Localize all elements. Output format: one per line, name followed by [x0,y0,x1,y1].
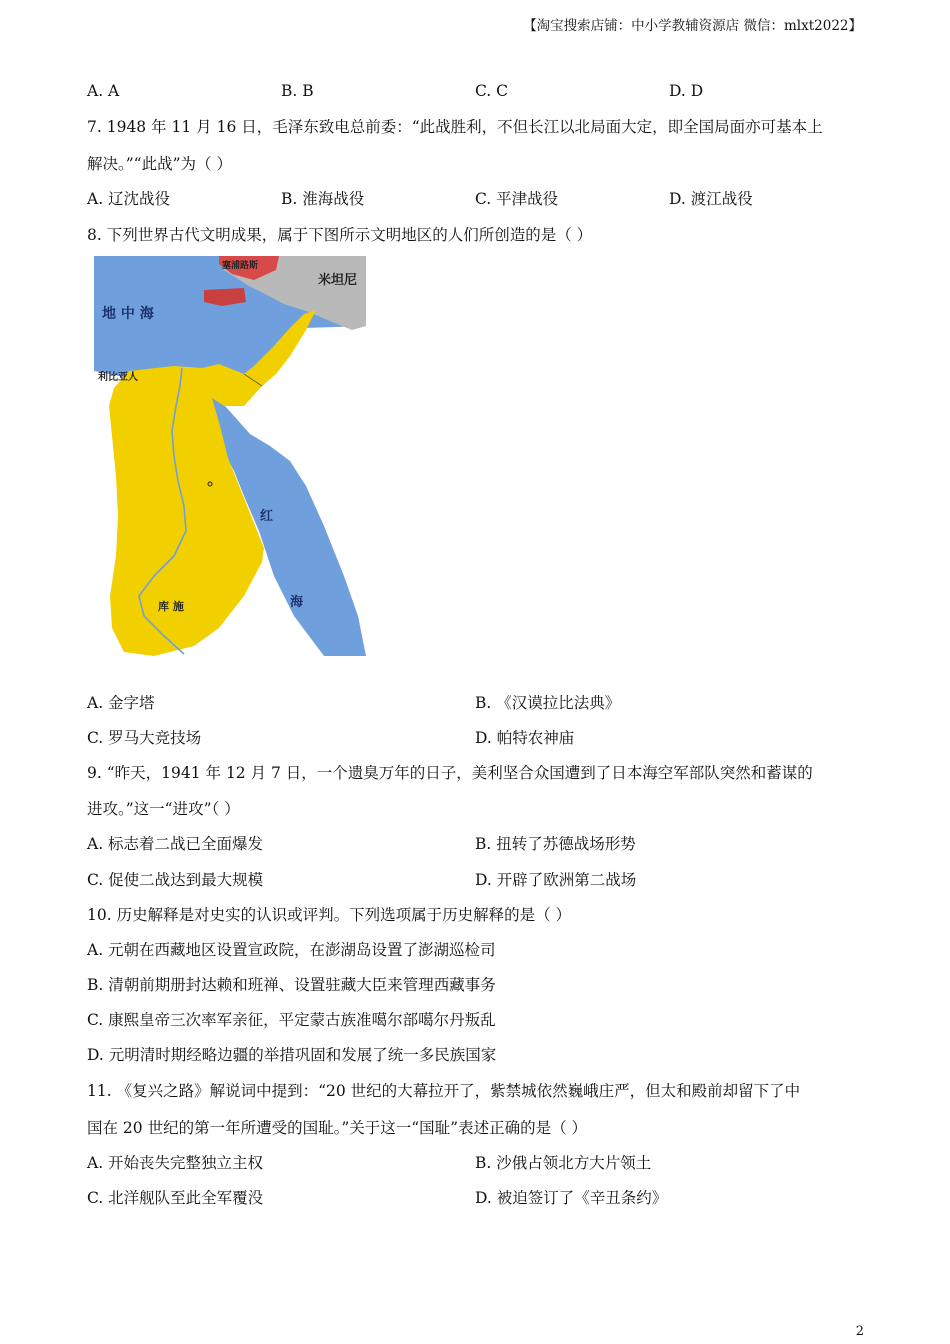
q11-stem-line1: 11. 《复兴之路》解说词中提到：“20 世纪的大幕拉开了，紫禁城依然巍峨庄严，但太和殿前却留下了中 [87,1082,801,1100]
ancient-egypt-map [94,256,366,656]
q9-option-b: B. 扭转了苏德战场形势 [475,835,636,853]
q7-option-a: A. 辽沈战役 [87,190,171,208]
q9-option-a: A. 标志着二战已全面爆发 [87,835,264,853]
q11-option-a: A. 开始丧失完整独立主权 [87,1154,264,1172]
q11-stem-line2: 国在 20 世纪的第一年所遭受的国耻。”关于这一“国耻”表述正确的是（ ） [87,1119,588,1137]
q8-option-c: C. 罗马大竞技场 [87,729,202,747]
q9-stem-line1: 9. “昨天，1941 年 12 月 7 日，一个遗臭万年的日子，美利坚合众国遭到了日本海空军部队突然和蓄谋的 [87,764,813,782]
page-header: 【淘宝搜索店铺：中小学教辅资源店 微信：mlxt2022】 [523,18,862,34]
q6-option-d: D. D [669,82,704,100]
map-label-red-sea-2: 海 [290,595,304,610]
map-label-kush: 库 施 [158,600,184,613]
q10-option-c: C. 康熙皇帝三次率军亲征，平定蒙古族准噶尔部噶尔丹叛乱 [87,1011,496,1029]
q7-stem-line1: 7. 1948 年 11 月 16 日，毛泽东致电总前委：“此战胜利，不但长江以北局面大定，即全国局面亦可基本上 [87,118,823,136]
q7-option-d: D. 渡江战役 [669,190,753,208]
q6-option-a: A. A [87,82,120,100]
q11-option-d: D. 被迫签订了《辛丑条约》 [475,1189,668,1207]
q11-option-b: B. 沙俄占领北方大片领土 [475,1154,652,1172]
q10-option-a: A. 元朝在西藏地区设置宣政院，在澎湖岛设置了澎湖巡检司 [87,941,496,959]
map-label-mitanni: 米坦尼 [318,273,358,288]
q9-option-c: C. 促使二战达到最大规模 [87,871,264,889]
q6-option-b: B. B [281,82,314,100]
q8-option-b: B. 《汉谟拉比法典》 [475,694,621,712]
q8-option-d: D. 帕特农神庙 [475,729,575,747]
q6-option-c: C. C [475,82,509,100]
q10-option-b: B. 清朝前期册封达赖和班禅、设置驻藏大臣来管理西藏事务 [87,976,496,994]
q8-stem: 8. 下列世界古代文明成果，属于下图所示文明地区的人们所创造的是（ ） [87,226,593,244]
q10-option-d: D. 元明清时期经略边疆的举措巩固和发展了统一多民族国家 [87,1046,497,1064]
page-number: 2 [855,1324,864,1339]
q9-stem-line2: 进攻。”这一“进攻”（ ） [87,800,240,818]
q7-option-b: B. 淮海战役 [281,190,365,208]
map-label-red-sea-1: 红 [260,509,274,524]
q7-stem-line2: 解决。”“此战”为（ ） [87,155,232,173]
q7-option-c: C. 平津战役 [475,190,559,208]
map-label-libya: 利比亚人 [98,372,138,383]
q9-option-d: D. 开辟了欧洲第二战场 [475,871,637,889]
q8-option-a: A. 金字塔 [87,694,155,712]
q11-option-c: C. 北洋舰队至此全军覆没 [87,1189,264,1207]
map-label-cyprus: 塞浦路斯 [222,261,259,271]
map-label-mediterranean: 地 中 海 [102,306,154,322]
q10-stem: 10. 历史解释是对史实的认识或评判。下列选项属于历史解释的是（ ） [87,906,572,924]
